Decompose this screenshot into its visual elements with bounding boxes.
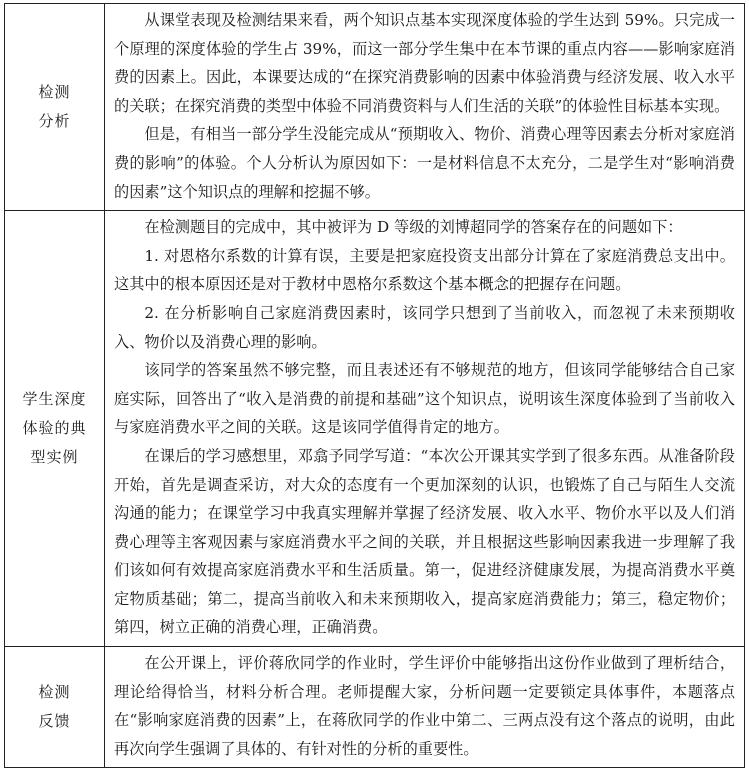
row-content-detection-analysis [105, 4, 745, 211]
paragraph: 在公开课上，评价蒋欣同学的作业时，学生评价中能够指出这份作业做到了理析结合，理论给得恰当，材料分析合理。老师提醒大家，分析问题一定要锁定具体事件，本题落点在“影响家庭消费的因素”上，在蒋欣同学的作业中第二、三两点没有这个落点的说明，由此再次向学生强调了具体的、有针对性的分析的重要性。 [114, 654, 735, 758]
row-label-line: 型实例 [30, 448, 79, 467]
table-row-detection-feedback [5, 647, 745, 768]
paragraph: 2. 在分析影响自己家庭消费因素时，该同学只想到了当前收入，而忽视了未来预期收入、物价以及消费心理的影响。 [114, 303, 735, 351]
row-label-line: 检测 [38, 683, 71, 702]
row-content-detection-feedback [105, 647, 745, 768]
paragraph: 1. 对恩格尔系数的计算有误，主要是把家庭投资支出部分计算在了家庭消费总支出中。这其中的根本原因还是对于教材中恩格尔系数这个基本概念的把握存在问题。 [114, 246, 735, 294]
row-label-detection-analysis [5, 4, 105, 211]
row-label-typical-examples [5, 211, 105, 647]
row-label-detection-feedback [5, 647, 105, 768]
analysis-table [4, 3, 745, 768]
table-row-detection-analysis [5, 4, 745, 211]
row-content-typical-examples [105, 211, 745, 647]
table-row-typical-examples [5, 211, 745, 647]
paragraph: 从课堂表现及检测结果来看，两个知识点基本实现深度体验的学生达到 59%。只完成一个原理的深度体验的学生占 39%，而这一部分学生集中在本节课的重点内容——影响家庭消费的因素上。因此，本课要达成的“在探究消费影响的因素中体验消费与经济发展、收入水平的关联；在探究消费的类型中体验不同消费资料与人们生活的关联”的体验性目标基本实现。 [114, 11, 735, 115]
paragraph: 在课后的学习感想里，邓翕予同学写道：“本次公开课其实学到了很多东西。从准备阶段开始，首先是调查采访，对大众的态度有一个更加深刻的认识，也锻炼了自己与陌生人交流沟通的能力；在课堂学习中我真实理解并掌握了经济发展、收入水平、物价水平以及人们消费心理等主客观因素与家庭消费水平之间的关联，并且根据这些影响因素我进一步理解了我们该如何有效提高家庭消费水平和生活质量。第一，促进经济健康发展，为提高消费水平奠定物质基础；第二，提高当前收入和未来预期收入，提高家庭消费能力；第三，稳定物价；第四，树立正确的消费心理，正确消费。 [114, 446, 735, 637]
paragraph: 但是，有相当一部分学生没能完成从“预期收入、物价、消费心理等因素去分析对家庭消费的影响”的体验。个人分析认为原因如下：一是材料信息不太充分，二是学生对“影响消费的因素”这个知识点的理解和挖掘不够。 [114, 125, 735, 201]
row-label-line: 分析 [38, 112, 71, 131]
paragraph: 在检测题目的完成中，其中被评为 D 等级的刘博超同学的答案存在的问题如下： [144, 218, 683, 237]
row-label-line: 体验的典 [22, 419, 87, 438]
row-label-line: 学生深度 [22, 390, 87, 409]
row-label-line: 检测 [38, 83, 71, 102]
paragraph: 该同学的答案虽然不够完整，而且表述还有不够规范的地方，但该同学能够结合自己家庭实际，回答出了“收入是消费的前提和基础”这个知识点，说明该生深度体验到了当前收入与家庭消费水平之间的关联。这是该同学值得肯定的地方。 [114, 361, 735, 437]
row-label-line: 反馈 [38, 712, 71, 731]
